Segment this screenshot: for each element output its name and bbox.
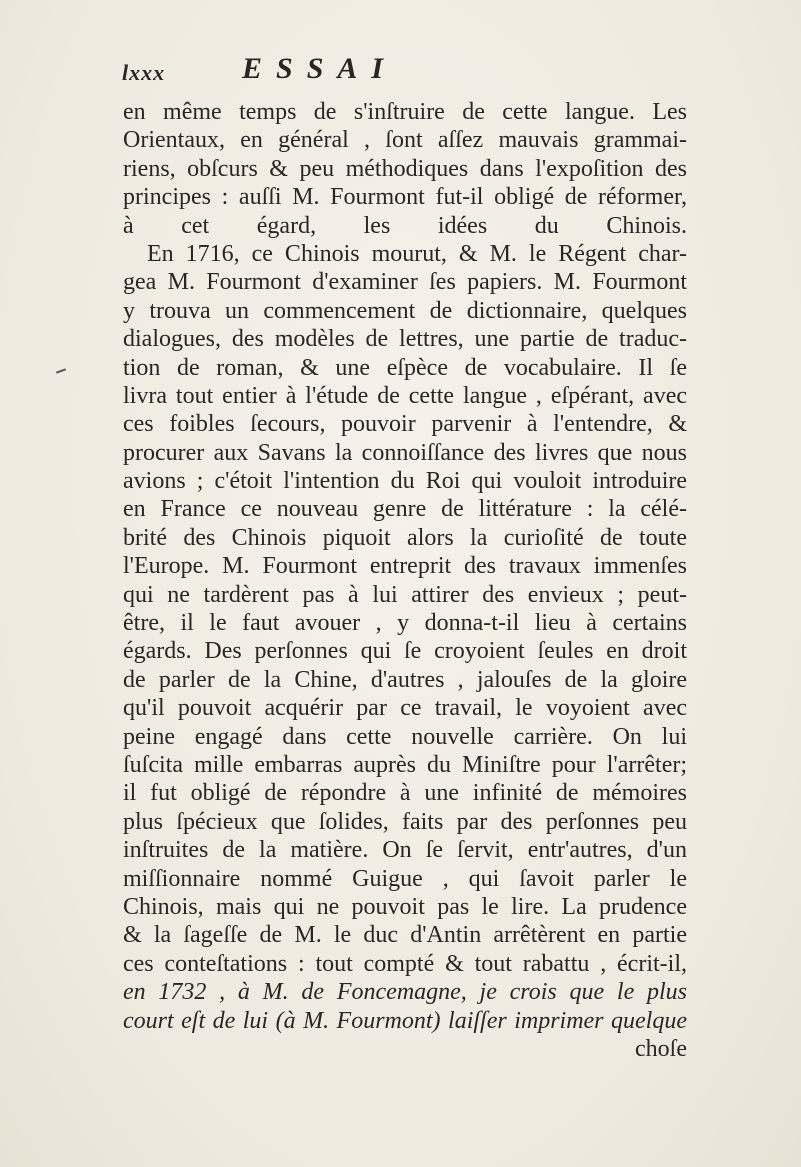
text-line: court eſt de lui (à M. Fourmont) laiſſer imprimer quelque <box>123 1007 687 1034</box>
text-line: Orientaux, en général , ſont aſſez mauvais grammai- <box>123 127 687 154</box>
text-line: qu'il pouvoit acquérir par ce travail, le voyoient avec <box>123 695 687 722</box>
text-line: à cet égard, les idées du Chinois. <box>123 212 687 239</box>
text-line: riens, obſcurs & peu méthodiques dans l'expoſition des <box>123 155 687 182</box>
text-line: avions ; c'étoit l'intention du Roi qui vouloit introduire <box>123 468 687 495</box>
text-line: être, il le faut avouer , y donna-t-il lieu à certains <box>123 610 687 637</box>
text-line: qui ne tardèrent pas à lui attirer des envieux ; peut- <box>123 581 687 608</box>
text-line: & la ſageſſe de M. le duc d'Antin arrêtèrent en partie <box>123 922 687 949</box>
text-line: de parler de la Chine, d'autres , jalouſes de la gloire <box>123 666 687 693</box>
text-line: gea M. Fourmont d'examiner ſes papiers. M. Fourmont <box>123 269 687 296</box>
text-line: ces foibles ſecours, pouvoir parvenir à l'entendre, & <box>123 411 687 438</box>
text-line: brité des Chinois piquoit alors la curioſité de toute <box>123 524 687 551</box>
margin-mark <box>56 368 66 373</box>
text-line: en même temps de s'inſtruire de cette langue. Les <box>123 99 687 125</box>
text-line: tion de roman, & une eſpèce de vocabulaire. Il ſe <box>123 354 687 381</box>
text-line: en 1732 , à M. de Foncemagne, je crois que le plus <box>123 979 687 1006</box>
page-number: lxxx <box>122 60 166 85</box>
text-line: livra tout entier à l'étude de cette langue , eſpérant, avec <box>123 382 687 409</box>
catchword: choſe <box>635 1035 687 1062</box>
text-line: égards. Des perſonnes qui ſe croyoient ſeules en droit <box>123 638 687 665</box>
text-line: dialogues, des modèles de lettres, une partie de traduc- <box>123 326 687 353</box>
text-line: miſſionnaire nommé Guigue , qui ſavoit parler le <box>123 865 687 892</box>
text-line: plus ſpécieux que ſolides, faits par des perſonnes peu <box>123 808 687 835</box>
text-line: y trouva un commencement de dictionnaire, quelques <box>123 297 687 324</box>
text-line: peine engagé dans cette nouvelle carrière. On lui <box>123 723 687 750</box>
text-line: ſuſcita mille embarras auprès du Miniſtre pour l'arrêter; <box>123 751 687 778</box>
text-line: principes : auſſi M. Fourmont fut-il obligé de réformer, <box>123 184 687 211</box>
text-line: En 1716, ce Chinois mourut, & M. le Régent char- <box>147 240 687 267</box>
text-line: il fut obligé de répondre à une infinité de mémoires <box>123 780 687 807</box>
text-line: Chinois, mais qui ne pouvoit pas le lire. La prudence <box>123 893 687 920</box>
body-text <box>123 98 687 1063</box>
text-line: inſtruites de la matière. On ſe ſervit, entr'autres, d'un <box>123 837 687 864</box>
text-line: ces conteſtations : tout compté & tout rabattu , écrit-il, <box>123 950 687 977</box>
running-title: ESSAI <box>242 52 398 85</box>
text-line: procurer aux Savans la connoiſſance des livres que nous <box>123 439 687 466</box>
text-line: en France ce nouveau genre de littérature : la célé- <box>123 496 687 523</box>
page-header <box>122 42 682 92</box>
text-line: l'Europe. M. Fourmont entreprit des travaux immenſes <box>123 553 687 580</box>
